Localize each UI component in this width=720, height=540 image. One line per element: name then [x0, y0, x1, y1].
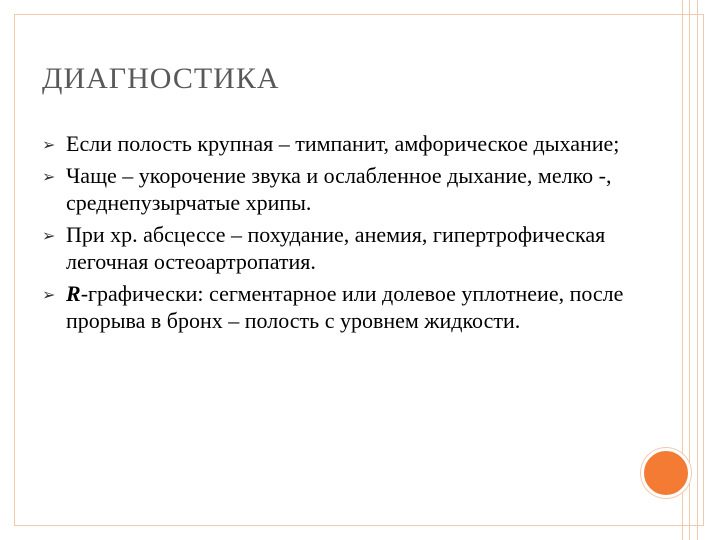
- bullet-prefix: R: [66, 281, 81, 306]
- arrow-bullet-icon: ➢: [42, 135, 56, 154]
- bullet-text: -графически: сегментарное или долевое уплотнеие, после прорыва в бронх – полость с уровнем жидкости.: [66, 281, 624, 333]
- right-decor-strip: [682, 0, 720, 540]
- bullet-item: [42, 280, 642, 334]
- slide-title: ДИАГНОСТИКА: [42, 62, 280, 95]
- arrow-bullet-icon: ➢: [42, 167, 56, 186]
- arrow-bullet-icon: ➢: [42, 226, 56, 245]
- orange-circle-decoration: [641, 448, 691, 498]
- bullet-item: [42, 162, 642, 216]
- bullet-text: При хр. абсцессе – похудание, анемия, гипертрофическая легочная остеоартропатия.: [66, 222, 606, 274]
- right-decor-line: [689, 0, 690, 540]
- arrow-bullet-icon: ➢: [42, 285, 56, 304]
- bullet-list: [42, 130, 642, 339]
- right-decor-line: [697, 0, 698, 540]
- bullet-item: [42, 221, 642, 275]
- bullet-text: Чаще – укорочение звука и ослабленное дыхание, мелко -, среднепузырчатые хрипы.: [66, 163, 612, 215]
- bullet-item: [42, 130, 642, 157]
- bullet-text: Если полость крупная – тимпанит, амфорическое дыхание;: [66, 131, 620, 156]
